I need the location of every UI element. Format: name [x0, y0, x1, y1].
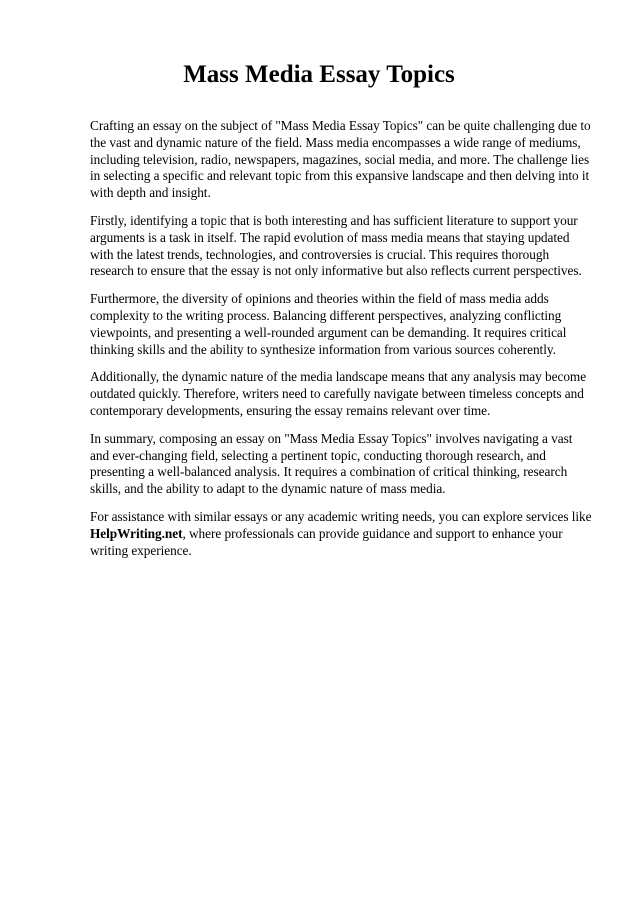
paragraph-closing: [90, 509, 594, 559]
paragraph-intro: Crafting an essay on the subject of "Mass Media Essay Topics" can be quite challenging due to the vast and dynamic nature of the field. Mass media encompasses a wide range of mediums, including television, radio, newspapers, magazines, social media, and more. The challenge lies in selecting a specific and relevant topic from this expansive landscape and then delving into it with depth and insight.: [90, 118, 591, 201]
closing-tail-text: , where professionals can provide guidance and support to enhance your writing experience.: [90, 525, 563, 558]
paragraph-furthermore: Furthermore, the diversity of opinions and theories within the field of mass media adds complexity to the writing process. Balancing different perspectives, analyzing conflicting viewpoints, and presenting a well-rounded argument can be demanding. It requires critical thinking skills and the ability to synthesize information from various sources coherently.: [90, 291, 567, 357]
paragraph-additionally: Additionally, the dynamic nature of the media landscape means that any analysis may become outdated quickly. Therefore, writers need to carefully navigate between timeless concepts and contemporary developments, ensuring the essay remains relevant over time.: [90, 369, 587, 418]
paragraph-summary: In summary, composing an essay on "Mass Media Essay Topics" involves navigating a vast and ever-changing field, selecting a pertinent topic, conducting thorough research, and presenting a well-balanced analysis. It requires a combination of critical thinking, research skills, and the ability to adapt to the dynamic nature of mass media.: [90, 430, 573, 497]
brand-name: HelpWriting.net: [90, 525, 183, 541]
paragraph-firstly: Firstly, identifying a topic that is both interesting and has sufficient literature to support your arguments is a task in itself. The rapid evolution of mass media means that staying updated with the latest trends, technologies, and controversies is crucial. This requires thorough research to ensure that the essay is not only informative but also reflects current perspectives.: [90, 212, 582, 279]
closing-lead-text: For assistance with similar essays or any academic writing needs, you can explore services like: [90, 508, 592, 524]
page-title: Mass Media Essay Topics: [183, 61, 455, 88]
